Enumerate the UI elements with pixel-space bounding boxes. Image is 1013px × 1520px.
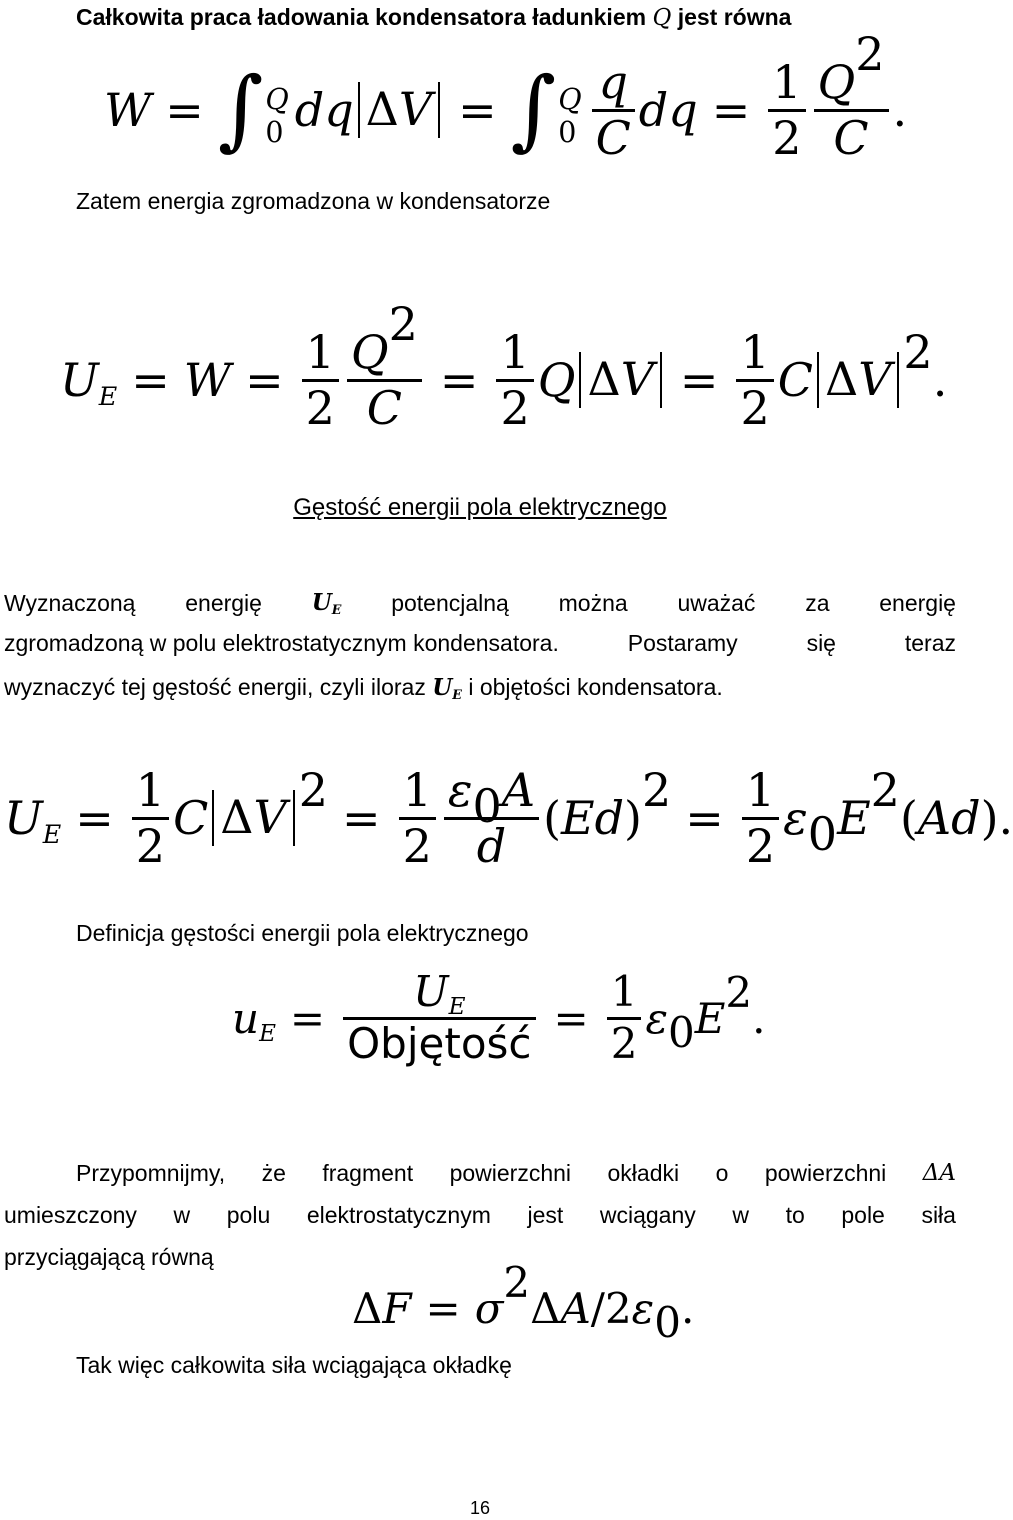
intro-text [76,2,791,33]
word: w [173,1202,191,1228]
word: teraz [904,630,956,656]
page-number: 16 [469,1498,491,1518]
equation-stored-energy: UE = W = $\frac{1}{2}$ $\frac{Q2}{C}$ = $\frac{1}{2}$ Q ΔV = $\frac{1}{2}$ C ΔV 2 . [60,297,948,435]
then-text: Zatem energia zgromadzona w kondensatorze [76,188,551,214]
word: w [732,1202,749,1228]
equation-force: Δ F = σ 2 Δ A /2 ε 0 . [352,1258,695,1348]
symbol-ue: UE [311,589,342,618]
paragraph-2-line-2 [4,628,956,658]
paragraph-2-line-3 [4,672,723,706]
word: za [805,590,830,616]
definition-label: Definicja gęstości energii pola elektrycznego [76,920,529,946]
word: energię [185,590,262,616]
text: zgromadzoną w polu elektrostatycznym kondensatora. [4,630,559,656]
word: okładki [607,1160,680,1186]
equation-energy-density: uE = $\frac{UE}{\text{Objętość}}$ = $\frac{1}{2}$ ε 0 E 2 . [232,967,766,1068]
text: wyznaczyć tej gęstość energii, czyli iloraz [4,674,426,700]
paragraph-2-line-1 [4,588,956,621]
word: polu [226,1202,271,1228]
text: i objętości kondensatora. [468,674,723,700]
word: wciągany [599,1202,696,1228]
word: Wyznaczoną [4,590,136,616]
paragraph-3-line-3: przyciągającą równą [4,1244,214,1270]
word: potencjalną [391,590,509,616]
intro-text-start: Całkowita praca ładowania kondensatora ładunkiem [76,4,647,30]
section-heading: Gęstość energii pola elektrycznego [293,494,667,521]
word: że [261,1160,286,1186]
word: o [715,1160,729,1186]
equation-energy-field: UE = $\frac{1}{2}$ C ΔV 2 = $\frac{1}{2}$ $\frac{\varepsilon 0A}{d}$ ( Ed ) 2 = $\frac{1}{2}$ ε 0 E 2 ( Ad ). [4,762,1013,873]
word: to [785,1202,805,1228]
word: fragment [322,1160,414,1186]
word: powierzchni [764,1160,887,1186]
intro-text-end: jest równa [677,4,792,30]
word: energię [879,590,956,616]
paragraph-3-line-1 [76,1158,956,1188]
volume-word: Objętość [347,1018,532,1068]
word: jest [527,1202,564,1228]
word: powierzchni [449,1160,572,1186]
word: Postaramy [627,630,738,656]
word: można [558,590,628,616]
paragraph-3-line-2 [4,1200,956,1230]
closing-text: Tak więc całkowita siła wciągająca okładkę [76,1352,512,1378]
symbol-ue-2: UE [432,674,462,703]
word: się [806,630,836,656]
symbol-delta-a: ΔA [922,1160,956,1186]
word: siła [921,1202,956,1228]
word: umieszczony [4,1202,137,1228]
word: pole [841,1202,885,1228]
intro-symbol-q: Q [652,5,672,31]
word: uważać [677,590,756,616]
equation-work-integral: W = ∫ Q 0 dq ΔV = ∫ Q 0 $\frac{q}{C}$ dq = $\frac{1}{2}$ $\frac{Q2}{C}$ . [104,27,908,165]
word: Przypomnijmy, [76,1160,226,1186]
word: elektrostatycznym [306,1202,491,1228]
